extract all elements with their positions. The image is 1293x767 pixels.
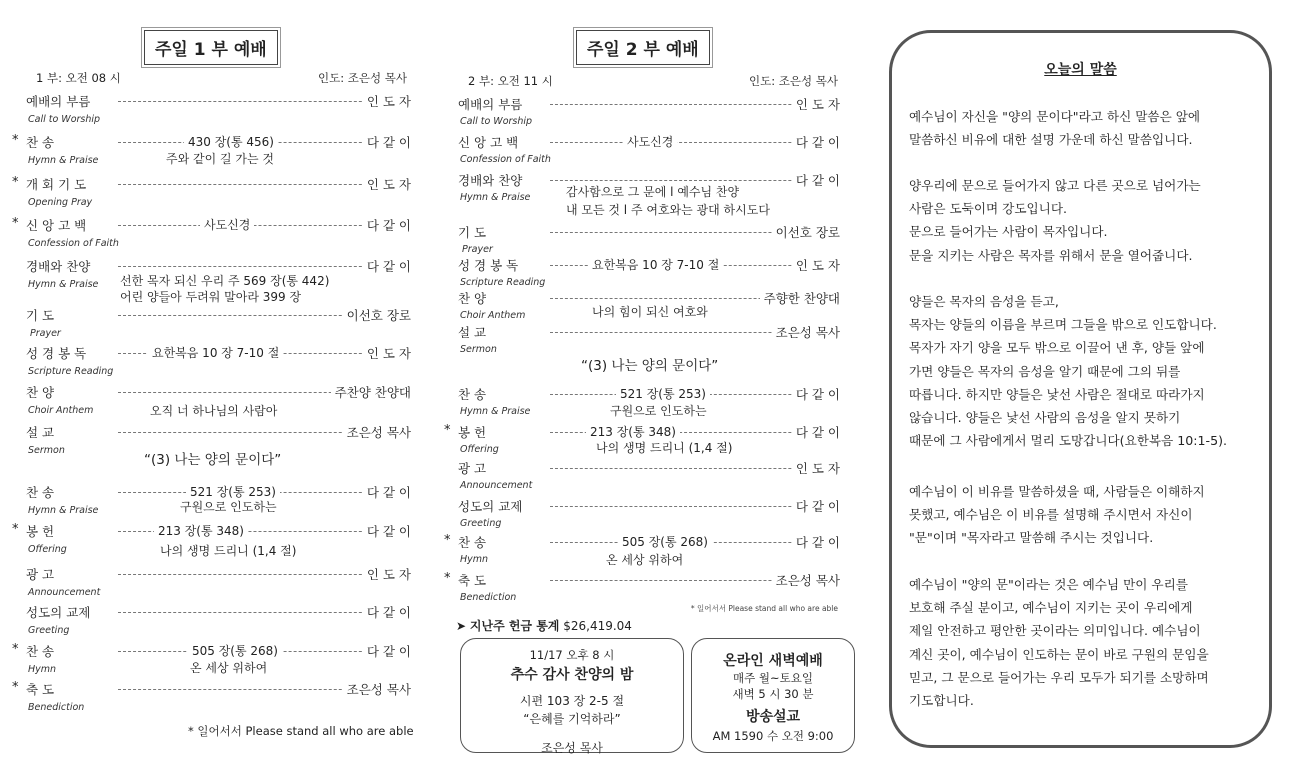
order-item-song: 나의 생명 드리니 (1,4 절) — [160, 544, 297, 558]
order-item — [458, 133, 840, 151]
order-item — [26, 383, 411, 401]
order-item-name: 신 앙 고 백 — [458, 135, 519, 150]
order-item-english: Hymn & Praise — [460, 192, 531, 203]
order-item-english: Confession of Faith — [28, 238, 119, 249]
order-item-english: Announcement — [28, 587, 101, 598]
order-item-english: Scripture Reading — [460, 277, 546, 288]
event-speaker: 조은성 목사 — [541, 741, 603, 755]
thanksgiving-event-box — [460, 638, 684, 753]
word-line: 따릅니다. 하지만 양들은 낯선 사람은 절대로 따라가지 — [909, 386, 1205, 402]
word-line: 예수님이 자신을 "양의 문이다"라고 하신 말씀은 앞에 — [909, 109, 1201, 124]
stand-marker: * — [12, 175, 19, 190]
order-item-leader: 인 도 자 — [792, 459, 840, 477]
order-item-english: Hymn & Praise — [28, 505, 99, 516]
order-item-leader: 다 같 이 — [363, 522, 411, 540]
order-item — [26, 92, 411, 110]
order-item-name: 성도의 교제 — [458, 499, 523, 514]
order-item-name: 광 고 — [458, 461, 487, 476]
stand-marker: * — [444, 571, 451, 586]
stand-marker: * — [12, 522, 19, 537]
order-item-song: 나의 힘이 되신 여호와 — [592, 305, 708, 319]
order-item-leader: 다 같 이 — [792, 497, 840, 515]
word-paragraph-2 — [909, 174, 1257, 267]
order-item-leader: 이선호 장로 — [772, 223, 840, 241]
order-item-song: 내 모든 것 l 주 여호와는 광대 하시도다 — [566, 203, 770, 217]
order-item-name: 광 고 — [26, 567, 55, 582]
order-item-detail: 505 장(통 268) — [188, 642, 282, 659]
stand-marker: * — [444, 423, 451, 438]
order-item — [12, 175, 411, 193]
order-item — [458, 385, 840, 403]
order-item-detail: 사도신경 — [623, 133, 677, 150]
broadcast-radio: AM 1590 수 오전 9:00 — [712, 729, 834, 743]
order-item-leader: 다 같 이 — [792, 533, 840, 551]
word-line: 제일 안전하고 평안한 곳이라는 의미입니다. 예수님이 — [909, 623, 1201, 639]
order-item-english: Greeting — [460, 518, 502, 529]
order-item-english: Hymn — [460, 554, 489, 565]
order-item-song: 온 세상 위하여 — [606, 553, 684, 567]
service1-stand-note: * 일어서서 Please stand all who are able — [188, 724, 414, 738]
order-item-detail: 521 장(통 253) — [186, 483, 280, 500]
order-item-english: Hymn & Praise — [460, 406, 531, 417]
event-title: 추수 감사 찬양의 밤 — [510, 667, 634, 683]
word-line: 양들은 목자의 음성을 듣고, — [909, 294, 1059, 309]
order-item-name: 설 교 — [458, 325, 487, 340]
order-item-leader: 다 같 이 — [363, 257, 411, 275]
order-item-leader: 조은성 목사 — [772, 571, 840, 589]
order-item-english: Offering — [28, 544, 67, 555]
order-item-song: 선한 목자 되신 우리 주 569 장(통 442) — [120, 274, 330, 288]
order-item-name: 설 교 — [26, 425, 55, 440]
order-item-english: Prayer — [30, 328, 61, 339]
order-item-name: 봉 헌 — [26, 524, 55, 539]
order-item-english: Benediction — [28, 702, 85, 713]
order-item-name: 예배의 부름 — [26, 94, 91, 109]
order-item — [458, 95, 840, 113]
order-item-name: 경배와 찬양 — [26, 259, 91, 274]
order-item-detail: 430 장(통 456) — [184, 133, 278, 150]
word-line: 문을 지키는 사람은 목자를 위해서 문을 열어줍니다. — [909, 247, 1193, 263]
stand-marker: * — [12, 133, 19, 148]
order-item-leader: 다 같 이 — [363, 483, 411, 501]
word-line: 때문에 그 사람에게서 멀리 도망갑니다(요한복음 10:1-5). — [909, 433, 1227, 449]
service2-title: 주일 2 부 예배 — [576, 30, 710, 65]
order-item — [458, 497, 840, 515]
event-scripture: 시편 103 장 2-5 절 — [519, 694, 625, 708]
order-item-detail: 213 장(통 348) — [154, 522, 248, 539]
order-item-leader: 조은성 목사 — [343, 423, 411, 441]
order-item-english: Opening Pray — [28, 197, 93, 208]
order-item-detail: 521 장(통 253) — [616, 385, 710, 402]
word-line: 말씀하신 비유에 대한 설명 가운데 하신 말씀입니다. — [909, 132, 1193, 148]
service1-sermon-title: “(3) 나는 양의 문이다” — [144, 452, 282, 468]
order-item-name: 봉 헌 — [458, 425, 487, 440]
order-item-name: 찬 송 — [458, 535, 487, 550]
order-item — [26, 423, 411, 441]
order-item — [12, 522, 411, 540]
order-item-song: 구원으로 인도하는 — [180, 500, 277, 514]
order-item-name: 기 도 — [26, 308, 55, 323]
order-item-english: Offering — [460, 444, 499, 455]
arrow-icon: ➤ — [456, 619, 467, 633]
order-item — [26, 565, 411, 583]
order-item-leader: 다 같 이 — [792, 171, 840, 189]
offering-stats — [456, 617, 632, 634]
order-item-leader: 다 같 이 — [792, 385, 840, 403]
word-line: 사람은 도둑이며 강도입니다. — [909, 201, 1067, 217]
stand-marker: * — [12, 216, 19, 231]
order-item — [26, 344, 411, 362]
order-item-leader: 다 같 이 — [363, 642, 411, 660]
order-item-name: 찬 송 — [26, 485, 55, 500]
order-item-english: Choir Anthem — [28, 405, 94, 416]
order-item — [444, 571, 840, 589]
order-item — [458, 323, 840, 341]
broadcast-title: 방송설교 — [745, 709, 801, 725]
service2-sermon-title: “(3) 나는 양의 문이다” — [581, 358, 719, 374]
stand-marker: * — [12, 680, 19, 695]
word-line: 예수님이 "양의 문"이라는 것은 예수님 만이 우리를 — [909, 577, 1188, 592]
order-item-name: 경배와 찬양 — [458, 173, 523, 188]
order-item — [12, 133, 411, 151]
order-item-name: 개 회 기 도 — [26, 177, 87, 192]
word-line: 목자는 양들의 이름을 부르며 그들을 밖으로 인도합니다. — [909, 317, 1217, 333]
order-item — [26, 306, 411, 324]
word-line: 목자가 자기 양을 모두 밖으로 이끌어 낸 후, 양들 앞에 — [909, 340, 1205, 356]
order-item-name: 찬 양 — [458, 291, 487, 306]
service2-stand-note: * 일어서서 Please stand all who are able — [690, 604, 838, 613]
order-item-english: Scripture Reading — [28, 366, 114, 377]
order-item-english: Confession of Faith — [460, 154, 551, 165]
order-item-detail: 요한복음 10 장 7-10 절 — [148, 344, 283, 361]
word-line: 못했고, 예수님은 이 비유를 설명해 주시면서 자신이 — [909, 507, 1193, 523]
order-item-name: 성 경 봉 독 — [458, 258, 519, 273]
order-item-song: 주와 같이 길 가는 것 — [166, 152, 274, 166]
order-item-english: Announcement — [460, 480, 533, 491]
event-theme: “은혜를 기억하라” — [523, 712, 621, 726]
word-paragraph-1 — [909, 105, 1257, 151]
order-item-english: Call to Worship — [28, 114, 101, 125]
order-item-english: Choir Anthem — [460, 310, 526, 321]
service2-leader: 인도: 조은성 목사 — [749, 74, 838, 88]
order-item — [26, 603, 411, 621]
order-item-name: 찬 송 — [26, 135, 55, 150]
order-item-detail: 사도신경 — [200, 216, 254, 233]
order-item-leader: 인 도 자 — [363, 175, 411, 193]
order-item-name: 축 도 — [458, 573, 487, 588]
order-item-leader: 주향한 찬양대 — [760, 289, 840, 307]
order-item-leader: 조은성 목사 — [772, 323, 840, 341]
order-item-song: 감사함으로 그 문에 l 예수님 찬양 — [566, 185, 740, 199]
order-item-name: 찬 양 — [26, 385, 55, 400]
event-date: 11/17 오후 8 시 — [529, 648, 615, 662]
word-paragraph-5 — [909, 573, 1257, 712]
order-item-english: Benediction — [460, 592, 517, 603]
order-item-leader: 인 도 자 — [792, 95, 840, 113]
word-line: 가면 양들은 목자의 음성을 알기 때문에 그의 뒤를 — [909, 363, 1181, 379]
order-item-leader: 다 같 이 — [363, 133, 411, 151]
order-item-detail: 505 장(통 268) — [618, 533, 712, 550]
order-item-leader: 인 도 자 — [363, 92, 411, 110]
order-item-leader: 조은성 목사 — [343, 680, 411, 698]
word-paragraph-3 — [909, 290, 1257, 452]
order-item-leader: 주찬양 찬양대 — [331, 383, 411, 401]
offering-stats-label: 지난주 헌금 통계 — [469, 619, 560, 633]
word-paragraph-4 — [909, 480, 1257, 550]
order-item-detail: 213 장(통 348) — [586, 423, 680, 440]
word-line: 않습니다. 양들은 낯선 사람의 음성을 알지 못하기 — [909, 410, 1181, 426]
service1-title: 주일 1 부 예배 — [144, 30, 278, 65]
order-item-english: Hymn — [28, 664, 57, 675]
order-item-leader: 다 같 이 — [363, 603, 411, 621]
word-line: 보호해 주실 분이고, 예수님이 지키는 곳이 우리에게 — [909, 600, 1193, 616]
order-item — [458, 459, 840, 477]
order-item-leader: 다 같 이 — [363, 216, 411, 234]
order-item-english: Prayer — [462, 244, 493, 255]
word-line: 계신 곳이, 예수님이 인도하는 문이 바로 구원의 문임을 — [909, 646, 1209, 662]
todays-word-title: 오늘의 말씀 — [1044, 62, 1117, 78]
service1-time: 1 부: 오전 08 시 — [36, 71, 121, 85]
order-item-leader: 인 도 자 — [363, 565, 411, 583]
order-item — [12, 216, 411, 234]
order-item-english: Hymn & Praise — [28, 155, 99, 166]
online-dawn-service-box — [691, 638, 855, 753]
order-item-name: 찬 송 — [458, 387, 487, 402]
order-item-leader: 인 도 자 — [363, 344, 411, 362]
order-item-song: 구원으로 인도하는 — [610, 404, 707, 418]
order-item-english: Hymn & Praise — [28, 279, 99, 290]
order-item — [12, 642, 411, 660]
order-item-song: 어린 양들아 두려워 말아라 399 장 — [120, 290, 302, 304]
word-line: "문"이며 "목자라고 말씀해 주시는 것입니다. — [909, 530, 1154, 546]
order-item-english: Call to Worship — [460, 116, 533, 127]
order-item-english: Sermon — [28, 445, 65, 456]
order-item-song: 나의 생명 드리니 (1,4 절) — [596, 441, 733, 455]
order-item-name: 축 도 — [26, 682, 55, 697]
word-line: 믿고, 그 문으로 들어가는 우리 모두가 되기를 소망하며 — [909, 669, 1209, 685]
online-title: 온라인 새벽예배 — [723, 653, 823, 669]
stand-marker: * — [444, 533, 451, 548]
online-days: 매주 월~토요일 — [733, 671, 813, 685]
order-item — [12, 680, 411, 698]
order-item-name: 예배의 부름 — [458, 97, 523, 112]
order-item — [458, 223, 840, 241]
order-item-name: 찬 송 — [26, 644, 55, 659]
order-item-leader: 다 같 이 — [792, 423, 840, 441]
order-item-english: Greeting — [28, 625, 70, 636]
word-line: 예수님이 이 비유를 말씀하셨을 때, 사람들은 이해하지 — [909, 484, 1205, 499]
order-item-name: 성 경 봉 독 — [26, 346, 87, 361]
todays-word-panel — [889, 30, 1272, 748]
order-item-name: 성도의 교제 — [26, 605, 91, 620]
order-item — [444, 533, 840, 551]
order-item-leader: 이선호 장로 — [343, 306, 411, 324]
order-item-leader: 다 같 이 — [792, 133, 840, 151]
order-item-song: 오직 너 하나님의 사람아 — [150, 404, 278, 418]
online-time: 새벽 5 시 30 분 — [732, 687, 814, 701]
order-item-leader: 인 도 자 — [792, 256, 840, 274]
order-item-detail: 요한복음 10 장 7-10 절 — [588, 256, 723, 273]
word-line: 기도합니다. — [909, 693, 974, 709]
offering-stats-amount: $26,419.04 — [563, 619, 632, 633]
service2-time: 2 부: 오전 11 시 — [468, 74, 553, 88]
order-item-name: 신 앙 고 백 — [26, 218, 87, 233]
order-item-song: 온 세상 위하여 — [190, 661, 268, 675]
stand-marker: * — [12, 642, 19, 657]
order-item-name: 기 도 — [458, 225, 487, 240]
word-line: 문으로 들어가는 사람이 목자입니다. — [909, 224, 1108, 240]
service1-leader: 인도: 조은성 목사 — [318, 71, 407, 85]
word-line: 양우리에 문으로 들어가지 않고 다른 곳으로 넘어가는 — [909, 178, 1201, 193]
order-item-english: Sermon — [460, 344, 497, 355]
order-item — [458, 256, 840, 274]
